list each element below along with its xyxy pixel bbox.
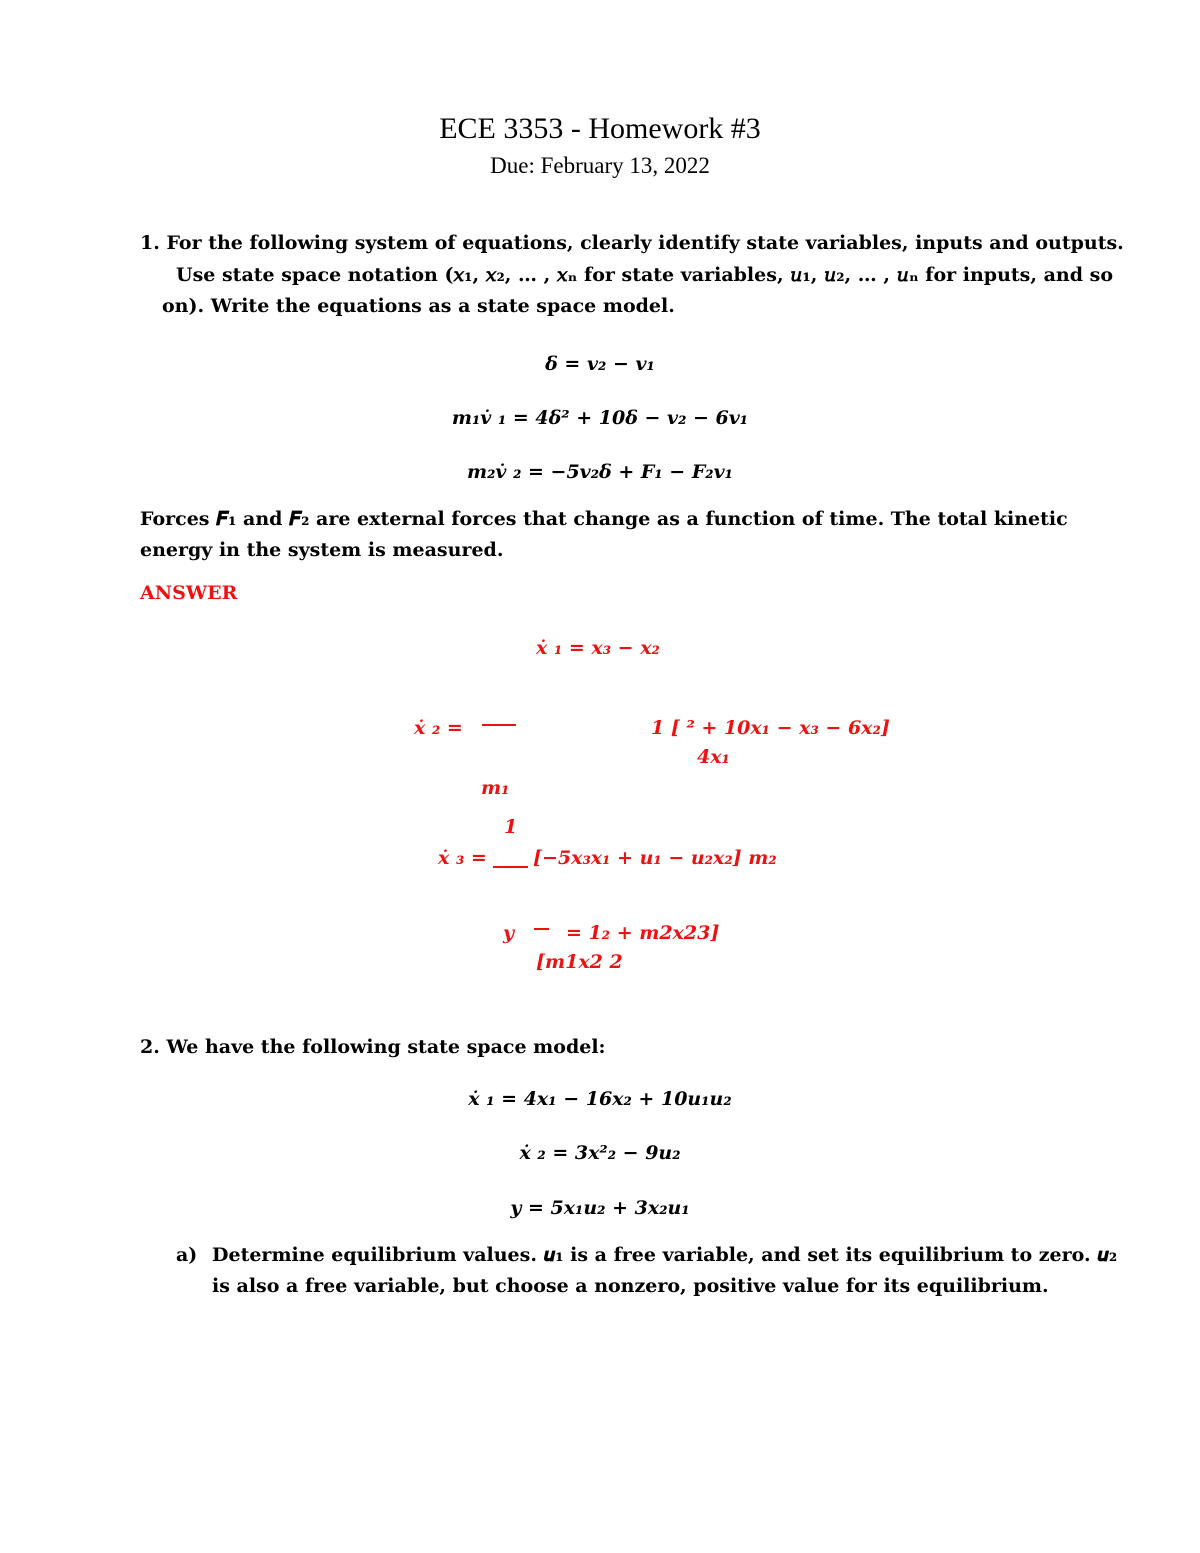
q2-equation-y: 𝒚 = 5𝒙₁𝒖₂ + 3𝒙₂𝒖₁ xyxy=(510,1197,690,1219)
answer-x2-rhs: 1 [ ² + 10𝒙₁ − 𝒙₃ − 6𝒙₂] xyxy=(651,717,890,739)
answer-y-bar xyxy=(534,928,549,930)
q2-part-a-line-2: is also a free variable, but choose a nonzero, positive value for its equilibrium. xyxy=(212,1275,1049,1297)
q1-text-line-3: on). Write the equations as a state space model. xyxy=(162,295,675,317)
q1-equation-m1: 𝒎₁𝒗̇ ₁ = 4𝜹² + 10𝜹 − 𝒗₂ − 6𝒗₁ xyxy=(451,407,749,429)
q2-part-a-label: a) xyxy=(176,1244,198,1266)
answer-y-rhs: = 1₂ + 𝒎2𝒙23] xyxy=(566,922,720,944)
answer-x3-numerator: 1 xyxy=(504,816,518,838)
q1-equation-m2: 𝒎₂𝒗̇ ₂ = −5𝒗₂𝜹 + 𝑭₁ − 𝑭₂𝒗₁ xyxy=(466,461,733,483)
answer-x3-lhs: 𝒙̇ ₃ = xyxy=(438,847,487,869)
answer-y-sub: [𝒎1𝒙2 2 xyxy=(536,951,623,973)
due-date: Due: February 13, 2022 xyxy=(490,153,710,178)
q2-equation-x1: 𝒙̇ ₁ = 4𝒙₁ − 16𝒙₂ + 10𝒖₁𝒖₂ xyxy=(468,1088,732,1110)
q2-equation-x2: 𝒙̇ ₂ = 3𝒙²₂ − 9𝒖₂ xyxy=(519,1142,681,1164)
answer-x3-rhs: [−5𝒙₃𝒙₁ + 𝒖₁ − 𝒖₂𝒙₂] 𝒎₂ xyxy=(533,847,777,869)
answer-equation-x1: 𝒙̇ ₁ = 𝒙₃ − 𝒙₂ xyxy=(536,637,660,659)
forces-text-line-1: Forces 𝑭₁ and 𝑭₂ are external forces that change as a function of time. The total kinetic xyxy=(140,508,1068,530)
forces-text-line-2: energy in the system is measured. xyxy=(140,539,504,561)
q2-part-a-line-1: Determine equilibrium values. 𝒖₁ is a free variable, and set its equilibrium to zero. 𝒖₂ xyxy=(212,1244,1118,1266)
q1-equation-delta: 𝜹 = 𝒗₂ − 𝒗₁ xyxy=(545,353,655,375)
q2-intro: 2. We have the following state space model: xyxy=(140,1036,606,1058)
q1-text-line-2: Use state space notation (𝑥₁, 𝑥₂, … , 𝑥ₙ for state variables, 𝑢₁, 𝑢₂, … , 𝑢ₙ for inputs, and so xyxy=(176,264,1114,286)
answer-label: ANSWER xyxy=(140,582,238,604)
document-title: ECE 3353 - Homework #3 xyxy=(439,112,761,145)
answer-x3-fraction-bar xyxy=(493,866,528,868)
q1-text-line-1: 1. For the following system of equations, clearly identify state variables, inputs and outputs. xyxy=(140,232,1124,254)
answer-x2-sub: 4𝒙₁ xyxy=(697,746,730,768)
answer-x2-lhs: 𝒙̇ ₂ = xyxy=(414,717,463,739)
answer-x2-denominator: 𝒎₁ xyxy=(481,777,510,799)
answer-x2-fraction-bar xyxy=(482,724,516,726)
answer-y-lhs: 𝒚 xyxy=(503,922,515,944)
